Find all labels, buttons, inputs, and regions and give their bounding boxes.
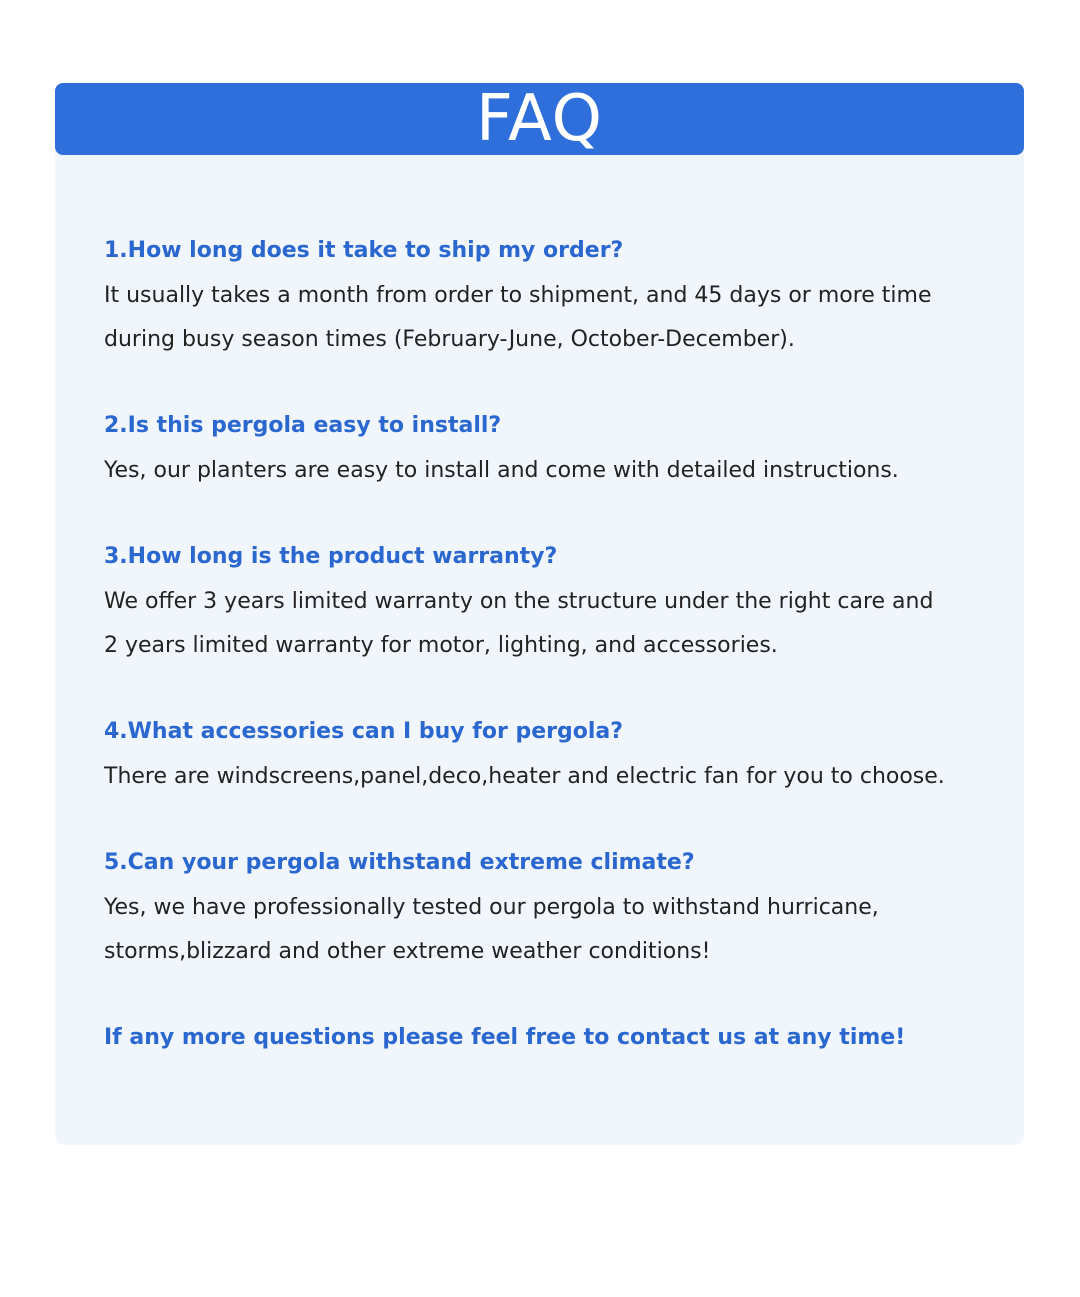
faq-answer-3-line-2: 2 years limited warranty for motor, lighting, and accessories. <box>104 633 778 658</box>
faq-question-5: 5.Can your pergola withstand extreme climate? <box>104 850 695 875</box>
faq-answer-1 <box>104 274 1004 362</box>
faq-answer-4 <box>104 755 1004 799</box>
faq-item-2 <box>104 411 1004 493</box>
faq-question-3: 3.How long is the product warranty? <box>104 544 558 569</box>
faq-item-4 <box>104 717 1004 799</box>
faq-answer-2-line-1: Yes, our planters are easy to install and come with detailed instructions. <box>104 458 899 483</box>
faq-answer-3-line-1: We offer 3 years limited warranty on the structure under the right care and <box>104 589 934 614</box>
faq-answer-2 <box>104 449 1004 493</box>
faq-answer-1-line-2: during busy season times (February-June, October-December). <box>104 327 795 352</box>
faq-answer-1-line-1: It usually takes a month from order to shipment, and 45 days or more time <box>104 283 932 308</box>
faq-question-4: 4.What accessories can I buy for pergola? <box>104 719 624 744</box>
faq-answer-4-line-1: There are windscreens,panel,deco,heater and electric fan for you to choose. <box>104 764 945 789</box>
faq-item-5 <box>104 848 1004 974</box>
faq-question-1: 1.How long does it take to ship my order? <box>104 238 624 263</box>
faq-item-3 <box>104 542 1004 668</box>
faq-answer-5-line-1: Yes, we have professionally tested our pergola to withstand hurricane, <box>104 895 879 920</box>
faq-answer-5-line-2: storms,blizzard and other extreme weather conditions! <box>104 939 711 964</box>
faq-question-2: 2.Is this pergola easy to install? <box>104 413 502 438</box>
faq-header <box>55 83 1024 155</box>
closing-message: If any more questions please feel free to contact us at any time! <box>104 1025 906 1050</box>
faq-item-1 <box>104 236 1004 362</box>
faq-answer-3 <box>104 580 1004 668</box>
faq-answer-5 <box>104 886 1004 974</box>
page-title: FAQ <box>476 82 603 156</box>
